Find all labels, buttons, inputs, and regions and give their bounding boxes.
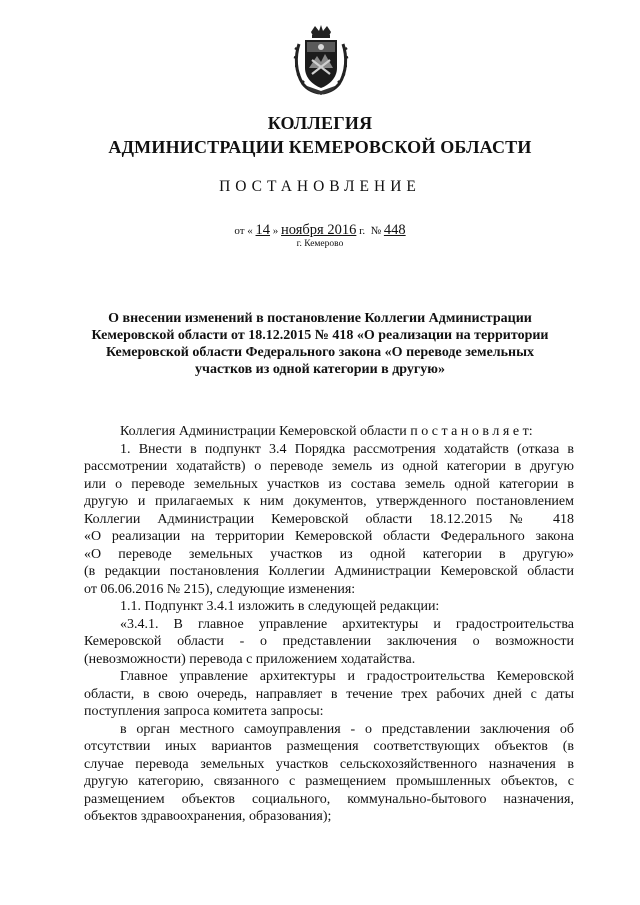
body-line: или о переводе земельных участков из состава земель одной категории в — [84, 476, 574, 492]
city: г. Кемерово — [296, 239, 344, 249]
body-line: Коллегии Администрации Кемеровской области 18.12.2015 № 418 — [84, 511, 574, 527]
body-line: случае перевода земельных участков сельскохозяйственного назначения в — [84, 756, 574, 772]
date-mid: » — [272, 225, 279, 237]
number-prefix: № — [370, 225, 382, 237]
body-line: (невозможности) перевода с приложением ходатайства. — [84, 651, 416, 667]
body-line: «О реализации на территории Кемеровской области Федерального закона — [84, 529, 574, 544]
body-line: в орган местного самоуправления - о представлении заключения об — [120, 721, 574, 737]
body-line: объектов здравоохранения, образования); — [84, 809, 332, 824]
body-line: другую и прилагаемых к ним документов, утвержденного постановлением — [84, 494, 574, 509]
title-line: Кемеровской области от 18.12.2015 № 418 «О реализации на территории — [91, 328, 549, 343]
date-day: 14 — [255, 222, 271, 238]
body-line: 1.1. Подпункт 3.4.1 изложить в следующей редакции: — [120, 599, 440, 614]
coat-of-arms-icon — [293, 24, 349, 96]
org-name-line1: КОЛЛЕГИЯ — [267, 113, 373, 133]
body-line: «3.4.1. В главное управление архитектуры и градостроительства — [120, 616, 574, 632]
body-line: рассмотрении ходатайств) о переводе земель из одной категории в другую — [84, 459, 574, 474]
body-line: 1. Внести в подпункт 3.4 Порядка рассмотрения ходатайств (отказа в — [120, 441, 574, 457]
document-number: 448 — [383, 222, 406, 238]
body-line: Кемеровской области - о представлении заключения о возможности — [84, 634, 574, 649]
document-title — [80, 310, 560, 378]
body-line: Главное управление архитектуры и градостроительства Кемеровской — [120, 669, 574, 684]
date-month-year: ноября 2016 — [281, 222, 357, 238]
title-line: Кемеровской области Федерального закона «О переводе земельных — [105, 345, 535, 360]
body-line: отсутствии иных вариантов размещения соответствующих объектов (в — [84, 739, 574, 754]
date-prefix: от « — [234, 225, 253, 237]
body-line: поступления запроса комитета запросы: — [84, 704, 324, 719]
body-line: другую категорию, связанного с размещением промышленных объектов, с — [84, 774, 574, 789]
org-name-line2: АДМИНИСТРАЦИИ КЕМЕРОВСКОЙ ОБЛАСТИ — [108, 137, 532, 157]
document-type: ПОСТАНОВЛЕНИЕ — [219, 178, 421, 195]
body-line: размещением объектов социального, коммунально-бытового назначения, — [84, 791, 574, 807]
date-year-suffix: г. — [359, 225, 366, 237]
body-line: Коллегия Администрации Кемеровской области п о с т а н о в л я е т: — [120, 424, 533, 439]
title-line: участков из одной категории в другую» — [195, 362, 445, 377]
body-line: области, в свою очередь, направляет в течение трех рабочих дней с даты — [84, 686, 574, 702]
title-line: О внесении изменений в постановление Коллегии Администрации — [108, 311, 532, 326]
body-line: (в редакции постановления Коллегии Администрации Кемеровской области — [84, 564, 574, 579]
document-body — [84, 423, 574, 826]
body-line: «О переводе земельных участков из одной категории в другую» — [84, 546, 574, 562]
document-date-number — [0, 222, 640, 239]
body-line: от 06.06.2016 № 215), следующие изменения: — [84, 581, 356, 597]
